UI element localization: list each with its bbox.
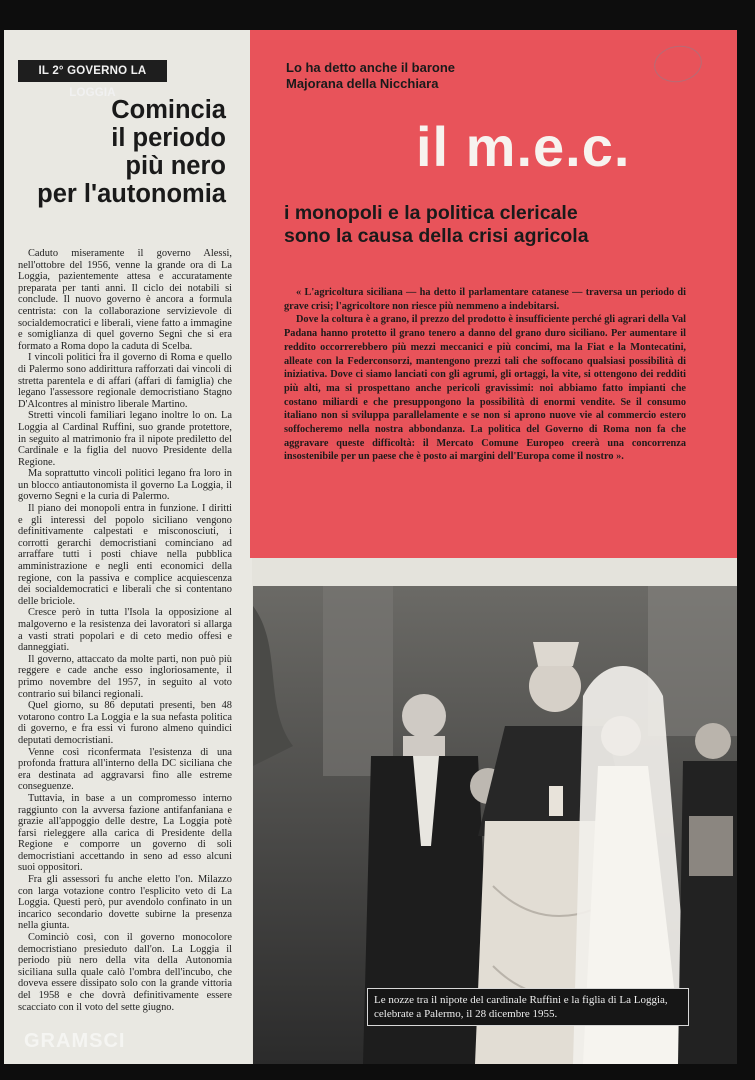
priest-head	[695, 723, 731, 759]
cardinal-head	[529, 660, 581, 712]
paragraph: Venne così riconfermata l'esistenza di una profonda frattura all'interno della DC siciliana che era destinata ad aggravarsi fino alle estreme conseguenze.	[18, 746, 232, 793]
left-headline	[4, 96, 226, 208]
headline-line: per l'autonomia	[37, 180, 226, 208]
left-article-body	[18, 248, 232, 1013]
subtitle-line: sono la causa della crisi agricola	[284, 225, 589, 247]
paragraph: Cominciò così, con il governo monocolore democristiano presieduto dall'on. La Loggia il periodo più nero della vita della Autonomia siciliana sulla quale calò l'ombra dell'incubo, che doveva essere dissipato solo con la grande vittoria del 1958 e che dovrà definitivamente essere scacciato con il voto del sette giugno.	[18, 932, 232, 1013]
mitre	[533, 642, 579, 666]
quote-body	[284, 286, 686, 464]
paragraph: Il piano dei monopoli entra in funzione. I diritti e gli interessi del popolo siciliano vengono definitivamente calpestati e misconosciuti, i corrotti gerarchi democristiani cominciano ad arraffare tutti i posti chiave nella pubblica amministrazione e negli enti economici della regione, con la passiva e complice acquiescenza dei socialdemocratici e liberali che si contentano delle briciole.	[18, 503, 232, 607]
paragraph: Stretti vincoli familiari legano inoltre lo on. La Loggia al Cardinal Ruffini, suo grande protettore, in seguito al matrimonio fra il nipote prediletto del Cardinale e la figlia del nuovo Presidente della Regione.	[18, 410, 232, 468]
groom-head	[402, 694, 446, 738]
paragraph: Fra gli assessori fu anche eletto l'on. Milazzo con larga votazione contro l'esplicito veto di La Loggia. Questi però, pur avendolo confinato in un incarico secondario dovette subirne la presenza nella giunta.	[18, 874, 232, 932]
paragraph: « L'agricoltura siciliana — ha detto il parlamentare catanese — traversa un periodo di grave crisi; l'agricoltore non riesce più nemmeno a indebitarsi.	[284, 287, 686, 312]
kicker	[286, 60, 455, 91]
paragraph: Dove la coltura è a grano, il prezzo del prodotto è insufficiente perché gli agrari della Val Padana hanno protetto il grano tenero a danno del grano duro siciliano. Per aumentare il reddito occorrerebbero più mezzi meccanici e più concimi, ma la Fiat e la Montecatini, alleate con la Federconsorzi, mantengono prezzi tali che soffocano qualsiasi possibilità di iniziativa. Dove ci siamo lanciati con gli agrumi, gli ortaggi, la vite, si ottengono dei redditi più alti, ma si prospettano anche pericoli gravissimi: noi abbiamo fatto impianti che costano miliardi e che presuppongono la possibilità di enormi vendite. Se il consumo italiano non si sviluppa parallelamente e se non si aprono nuove vie al commercio estero soffocheremo nella nostra abbondanza. La politica del Governo di Roma non fa che aggravare queste difficoltà: il Mercato Comune Europeo creerà una concorrenza insostenibile per un paese che è posto ai margini dell'Europa come il nostro ».	[284, 314, 686, 463]
section-tag: IL 2° GOVERNO LA LOGGIA	[18, 60, 167, 82]
archive-watermark: GRAMSCI	[24, 1030, 126, 1052]
paragraph: Caduto miseramente il governo Alessi, nell'ottobre del 1956, venne la grande ora di La Loggia, pazientemente attesa e accuratamente preparata per tanti anni. Il ciclo dei notabili si conclude. Il nuovo governo è ancora a formula centrista: con la collaborazione servizievole di socialdemocratici e liberali, viene fatto a immagine e somiglianza di quel governo Segni che si era formato a Roma dopo la caduta di Scelba.	[18, 248, 232, 352]
paragraph: I vincoli politici fra il governo di Roma e quello di Palermo sono addirittura rafforzati dai vincoli di stretta parentela e di affari (affari di famiglia) che legano l'assessore regionale democristiano Stagno D'Alcontres al ministro liberale Martino.	[18, 352, 232, 410]
newspaper-page	[4, 30, 737, 1064]
headline-line: Comincia	[111, 96, 226, 124]
paragraph: Ma soprattutto vincoli politici legano fra loro in un blocco antiautonomista il governo La Loggia, il governo Segni e la curia di Palermo.	[18, 468, 232, 503]
kicker-line: Lo ha detto anche il barone	[286, 60, 456, 75]
wedding-photo	[253, 586, 737, 1064]
headline-line: più nero	[125, 152, 226, 180]
headline-line: il periodo	[111, 124, 226, 152]
red-article-panel	[250, 30, 737, 558]
groom-neck	[403, 736, 445, 756]
pectoral-cross	[549, 786, 563, 816]
priest-lace	[689, 816, 733, 876]
paragraph: Cresce però in tutta l'Isola la opposizione al malgoverno e la resistenza dei lavoratori si allarga a vasti strati popolari e di ceto medio offesi e danneggiati.	[18, 607, 232, 654]
doorway	[323, 586, 393, 776]
subtitle-line: i monopoli e la politica clericale	[284, 202, 578, 224]
kicker-line: Majorana della Nicchiara	[286, 75, 439, 91]
paragraph: Quel giorno, su 86 deputati presenti, ben 48 votarono contro La Loggia e la sua nefasta politica di governo, e fra essi vi furono almeno quindici deputati democristiani.	[18, 700, 232, 746]
left-column	[4, 30, 252, 1064]
subtitle	[284, 202, 589, 248]
paragraph: Il governo, attaccato da molte parti, non può più reggere e cade anche esso ingloriosamente, il primo novembre del 1957, in seguito al voto contrario sui bilanci regionali.	[18, 653, 232, 700]
paragraph: Tuttavia, in base a un compromesso interno raggiunto con la avversa fazione antifanfaniana e grazie all'appoggio delle destre, La Loggia potè farsi rieleggere alla carica di Presidente della Regione e comporre un governo di soli democristiani accettando in seno ad esso alcuni suoi oppositori.	[18, 792, 232, 874]
main-title: il m.e.c.	[416, 115, 631, 178]
photo-caption: Le nozze tra il nipote del cardinale Ruffini e la figlia di La Loggia, celebrate a Palermo, il 28 dicembre 1955.	[367, 988, 689, 1026]
